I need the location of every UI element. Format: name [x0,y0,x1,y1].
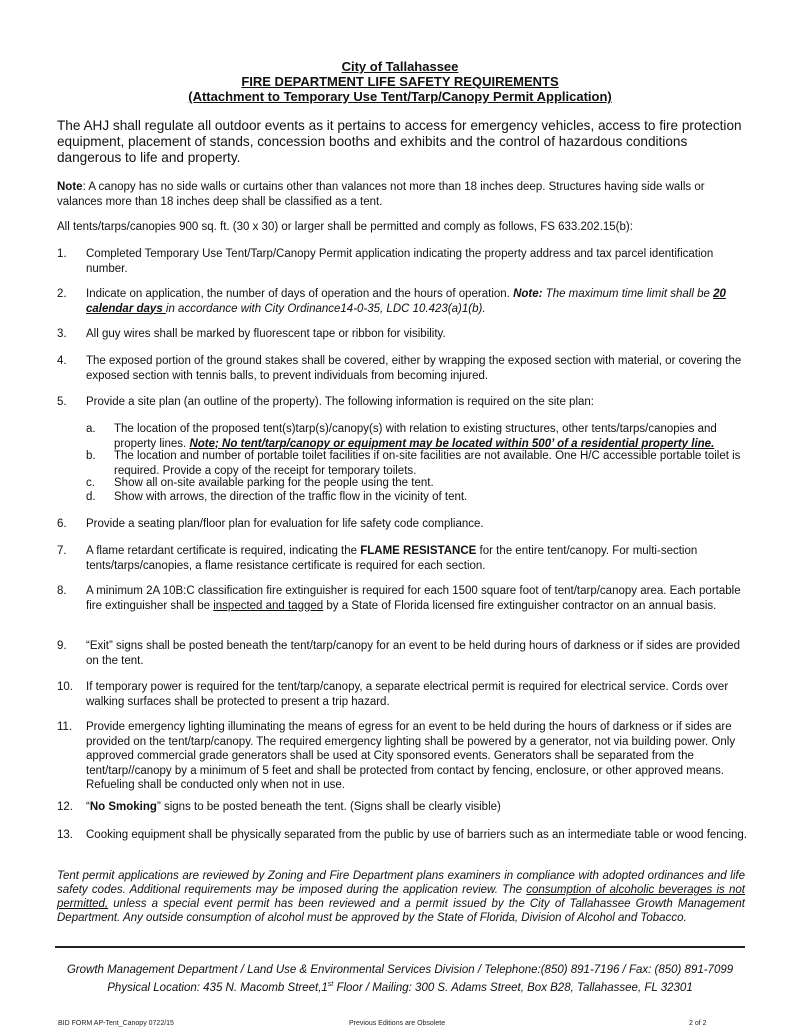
sub-item-letter: a. [86,423,96,435]
address-part: Physical Location: 435 N. Macomb Street,1 [107,981,328,994]
item-text: “Exit” signs shall be posted beneath the tent/tarp/canopy for an event to be held during hours of darkness or if sides are provided on the tent. [86,640,740,667]
sub-item-text: Show with arrows, the direction of the traffic flow in the vicinity of tent. [114,491,468,503]
item-text: Provide a seating plan/floor plan for evaluation for life safety code compliance. [86,518,484,530]
sub-item-letter: b. [86,450,96,462]
flame-resistance-label: FLAME RESISTANCE [360,545,477,557]
item-text [86,544,748,573]
sub-item-text: The location and number of portable toilet facilities if on-site facilities are not available. One H/C accessible portable toilet is required. Provide a copy of the receipt for temporary toilets. [114,450,741,477]
item-number: 3. [57,328,67,340]
item-text-part: The maximum time limit shall be [542,288,714,300]
ordinal-suffix: st [327,981,334,988]
note-text: : A canopy has no side walls or curtains other than valances not more than 18 inches deep. Structures having side walls or valances more than 18 inches deep shall be classified as a tent. [57,181,705,208]
item-number: 13. [57,829,73,841]
item-text: The exposed portion of the ground stakes shall be covered, either by wrapping the exposed section with material, or covering the exposed section with tennis balls, to prevent individuals from becoming injured. [86,355,742,382]
header-title: FIRE DEPARTMENT LIFE SAFETY REQUIREMENTS [241,74,559,89]
item-number: 11. [57,721,73,733]
item-text: Provide emergency lighting illuminating the means of egress for an event to be held during the hours of darkness or if sides are provided on the tent/tarp/canopy. The required emergency lighting shall be powered by a generator, not via building power. Only approved commercial grade generators shall be used at City sponsored events. Generators shall be separated from the tent/tarp//canopy by a minimum of 5 feet and shall be protected from contact by fencing, enclosure, or other approved means. Refueling shall be conducted only when not in use. [86,721,736,791]
sub-item-letter: d. [86,491,96,503]
form-id: BID FORM AP-Tent_Canopy 0722/15 [58,1020,174,1027]
sub-item-text-part: The location of the proposed tent(s)tarp(s)/canopy(s) with relation to existing structures, other tents/tarps/canopies and property lines. [114,423,717,450]
item-text: Cooking equipment shall be physically separated from the public by use of barriers such as an intermediate table or wood fencing. [86,829,747,841]
sub-item-text [114,422,749,451]
closing-paragraph [57,869,745,925]
no-smoking-label: No Smoking [89,801,157,813]
page-number: 2 of 2 [689,1020,707,1027]
header-subtitle: (Attachment to Temporary Use Tent/Tarp/Canopy Permit Application) [188,89,612,104]
editions-notice: Previous Editions are Obsolete [349,1020,446,1027]
sub-item-letter: c. [86,477,95,489]
item-text-part: in accordance with City Ordinance14-0-35, LDC 10.423(a)1(b). [165,302,486,315]
footer-address-line [0,977,800,996]
item-text-part: by a State of Florida licensed fire extinguisher contractor on an annual basis. [323,599,717,612]
item-number: 9. [57,640,67,652]
item-text: If temporary power is required for the tent/tarp/canopy, a separate electrical permit is required for electrical service. Cords over walking surfaces shall be protected to present a trip hazard. [86,681,729,708]
footer-divider [55,946,745,948]
setback-note: Note; No tent/tarp/canopy or equipment may be located within 500’ of a residential property line. [189,437,715,450]
alcohol-restriction: consumption of alcoholic beverages is not permitted, [57,884,745,910]
item-text [86,287,748,316]
footer-contact-line: Growth Management Department / Land Use & Environmental Services Division / Telephone:(850) 891-7196 / Fax: (850) 891-7099 [66,964,734,976]
item-text-part: A minimum 2A 10B:C classification fire extinguisher is required for each 1500 square foot of tent/tarp/canopy area. Each portable fire extinguisher shall be [86,585,741,612]
note-label: Note [57,181,83,193]
inspected-tagged-text: inspected and tagged [213,599,324,612]
item-text-part: Indicate on application, the number of days of operation and the hours of operation. [86,288,514,300]
intro-paragraph: The AHJ shall regulate all outdoor events as it pertains to access for emergency vehicles, access to fire protection equipment, placement of stands, concession booths and exhibits and the control of hazardous conditions dangerous to life and property. [57,118,742,165]
header-city: City of Tallahassee [341,59,459,74]
item-number: 12. [57,801,73,813]
note-paragraph [57,180,747,209]
time-limit: 20 calendar days [86,288,726,315]
closing-text-part: Tent permit applications are reviewed by Zoning and Fire Department plans examiners in compliance with adopted ordinances and life safety codes. Additional requirements may be imposed during the application review. The [57,870,745,896]
item-text: Completed Temporary Use Tent/Tarp/Canopy Permit application indicating the property address and tax parcel identification number. [86,248,714,275]
item-number: 10. [57,681,73,693]
quote-mark: “ [86,801,90,813]
item-number: 8. [57,585,67,597]
item-note-label: Note: [513,288,543,300]
scope-paragraph: All tents/tarps/canopies 900 sq. ft. (30 x 30) or larger shall be permitted and comply as follows, FS 633.202.15(b): [57,221,633,233]
item-text: Provide a site plan (an outline of the property). The following information is required on the site plan: [86,396,594,408]
item-text: All guy wires shall be marked by fluorescent tape or ribbon for visibility. [86,328,446,340]
sub-item-text: Show all on-site available parking for the people using the tent. [114,477,434,489]
item-number: 6. [57,518,67,530]
address-part: Floor / Mailing: 300 S. Adams Street, Box B28, Tallahassee, FL 32301 [333,981,693,994]
item-number: 7. [57,545,67,557]
item-number: 4. [57,355,67,367]
item-text-part: ” signs to be posted beneath the tent. (Signs shall be clearly visible) [156,801,501,813]
closing-text-part: unless a special event permit has been reviewed and a permit issued by the City of Tallahassee Growth Management Department. Any outside consumption of alcohol must be approved by the State of Florida, Division of Alcohol and Tobacco. [57,898,745,924]
item-text [86,800,748,815]
item-number: 2. [57,288,67,300]
item-number: 5. [57,396,67,408]
item-number: 1. [57,248,67,260]
item-text [86,584,748,613]
item-text-part: A flame retardant certificate is required, indicating the [86,545,361,557]
item-text-part: for the entire tent/canopy. For multi-section tents/tarps/canopies, a flame resistance certificate is required for each section. [86,545,698,572]
